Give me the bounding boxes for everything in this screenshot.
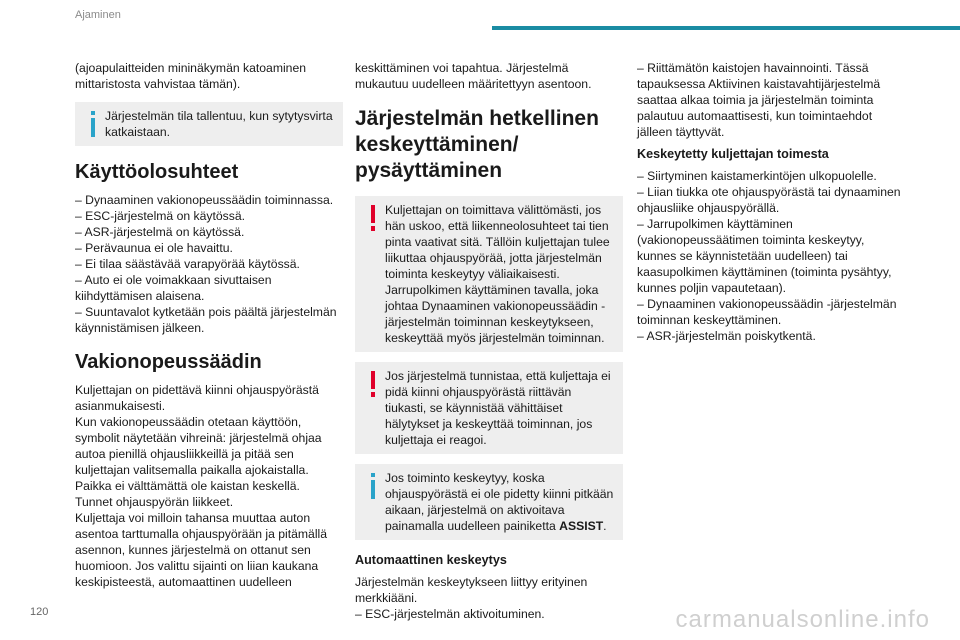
info-note-text: Järjestelmän tila tallentuu, kun sytytysvirta katkaistaan. bbox=[105, 109, 333, 139]
assist-button-label: ASSIST bbox=[559, 519, 604, 533]
list-item: – Ei tilaa säästävää varapyörää käytössä. bbox=[75, 257, 300, 271]
warning-icon bbox=[367, 371, 379, 397]
info-note bbox=[355, 464, 623, 540]
info-note-text: Jos toiminto keskeytyy, koska ohjauspyörästä ei ole pidetty kiinni pitkään aikaan, järjestelmä on aktivoitava painamalla uudelleen painiketta bbox=[385, 471, 614, 533]
list-item: – ASR-järjestelmä on käytössä. bbox=[75, 225, 245, 239]
warning-note bbox=[355, 196, 623, 352]
paragraph: keskittäminen voi tapahtua. Järjestelmä mukautuu uudelleen määritettyyn asentoon. bbox=[355, 61, 592, 91]
list-item: – Dynaaminen vakionopeussäädin -järjestelmän toiminnan keskeyttäminen. bbox=[637, 297, 897, 327]
paragraph: Kuljettaja voi milloin tahansa muuttaa auton asentoa tarttumalla ohjauspyörään ja pitämällä asennon, kunnes järjestelmä on ottanut sen huomioon. Jos valittu sijainti on liian kaukana keskipisteestä, automaattinen uudelleen bbox=[75, 511, 328, 589]
paragraph: Järjestelmän keskeytykseen liittyy erityinen merkkiääni. bbox=[355, 575, 588, 605]
warning-note-text: Kuljettajan on toimittava välittömästi, jos hän uskoo, että liikenneolosuhteet tai tien pinta vaativat sitä. Tällöin kuljettajan tulee liikuttaa ohjauspyörää, jotta järjestelmän toiminta keskeytyy väliaikaisesti. Jarrupolkimen käyttäminen tavalla, joka johtaa Dynaaminen vakionopeussäädin -järjestelmän toiminnan keskeytykseen, keskeyttää myös järjestelmän toiminnan. bbox=[385, 203, 610, 345]
list-item: – Jarrupolkimen käyttäminen (vakionopeussäätimen toiminta keskeytyy, kunnes se käynnistetään uudelleen) tai kaasupolkimen käyttäminen (toiminta pysähtyy, kunnes poljin vapautetaan). bbox=[637, 217, 892, 295]
list-item: – ASR-järjestelmän poiskytkentä. bbox=[637, 329, 816, 343]
info-icon bbox=[367, 473, 379, 499]
page-number: 120 bbox=[30, 606, 49, 618]
list-item: – Riittämätön kaistojen havainnointi. Tässä tapauksessa Aktiivinen kaistavahtijärjestelmä saattaa alkaa toimia ja järjestelmän toiminta palautuu automaattisesti, kun toimintaehdot jälleen täyttyvät. bbox=[637, 61, 881, 139]
paragraph: Kun vakionopeussäädin otetaan käyttöön, symbolit näytetään vihreinä: järjestelmä ohjaa autoa pienillä ohjausliikkeillä ja pitää sen kuljettajan valitsemalla paikalla ajokaistalla. Paikka ei välttämättä ole kaistan keskellä. bbox=[75, 415, 322, 493]
section-title: Ajaminen bbox=[75, 9, 121, 21]
list-item: – Auto ei ole voimakkaan sivuttaisen kiihdyttämisen alaisena. bbox=[75, 273, 272, 303]
info-icon bbox=[87, 111, 99, 137]
header-accent-bar bbox=[492, 26, 960, 30]
list-item: – Liian tiukka ote ohjauspyörästä tai dynaaminen ohjausliike ohjauspyörällä. bbox=[637, 185, 901, 215]
list-item: – ESC-järjestelmän aktivoituminen. bbox=[355, 607, 545, 621]
warning-icon bbox=[367, 205, 379, 231]
list-item: – Siirtyminen kaistamerkintöjen ulkopuolelle. bbox=[637, 169, 877, 183]
column-1 bbox=[75, 60, 343, 590]
column-2 bbox=[355, 60, 623, 622]
list-item: – Suuntavalot kytketään pois päältä järjestelmän käynnistämisen jälkeen. bbox=[75, 305, 337, 335]
column-3 bbox=[637, 60, 905, 344]
heading-driver-pause: Keskeytetty kuljettajan toimesta bbox=[637, 147, 829, 161]
info-note-text-end: . bbox=[603, 519, 607, 533]
heading-pause-stop: Järjestelmän hetkellinen keskeyttäminen/ pysäyttäminen bbox=[355, 107, 599, 182]
info-note bbox=[75, 102, 343, 146]
warning-note-text: Jos järjestelmä tunnistaa, että kuljettaja ei pidä kiinni ohjauspyörästä riittävän tiukasti, se käynnistää vähittäiset hälytykset ja keskeyttää toiminnan, jos kuljettaja ei reagoi. bbox=[385, 369, 611, 447]
heading-conditions: Käyttöolosuhteet bbox=[75, 161, 239, 183]
watermark: carmanualsonline.info bbox=[675, 606, 930, 633]
heading-automatic-pause: Automaattinen keskeytys bbox=[355, 553, 507, 567]
paragraph: Kuljettajan on pidettävä kiinni ohjauspyörästä asianmukaisesti. bbox=[75, 383, 319, 413]
list-item: – ESC-järjestelmä on käytössä. bbox=[75, 209, 246, 223]
paragraph: Tunnet ohjauspyörän liikkeet. bbox=[75, 495, 234, 509]
paragraph: (ajoapulaitteiden mininäkymän katoaminen mittaristosta vahvistaa tämän). bbox=[75, 61, 307, 91]
warning-note bbox=[355, 362, 623, 454]
list-item: – Perävaunua ei ole havaittu. bbox=[75, 241, 233, 255]
list-item: – Dynaaminen vakionopeussäädin toiminnassa. bbox=[75, 193, 334, 207]
heading-cruise-control: Vakionopeussäädin bbox=[75, 351, 262, 373]
